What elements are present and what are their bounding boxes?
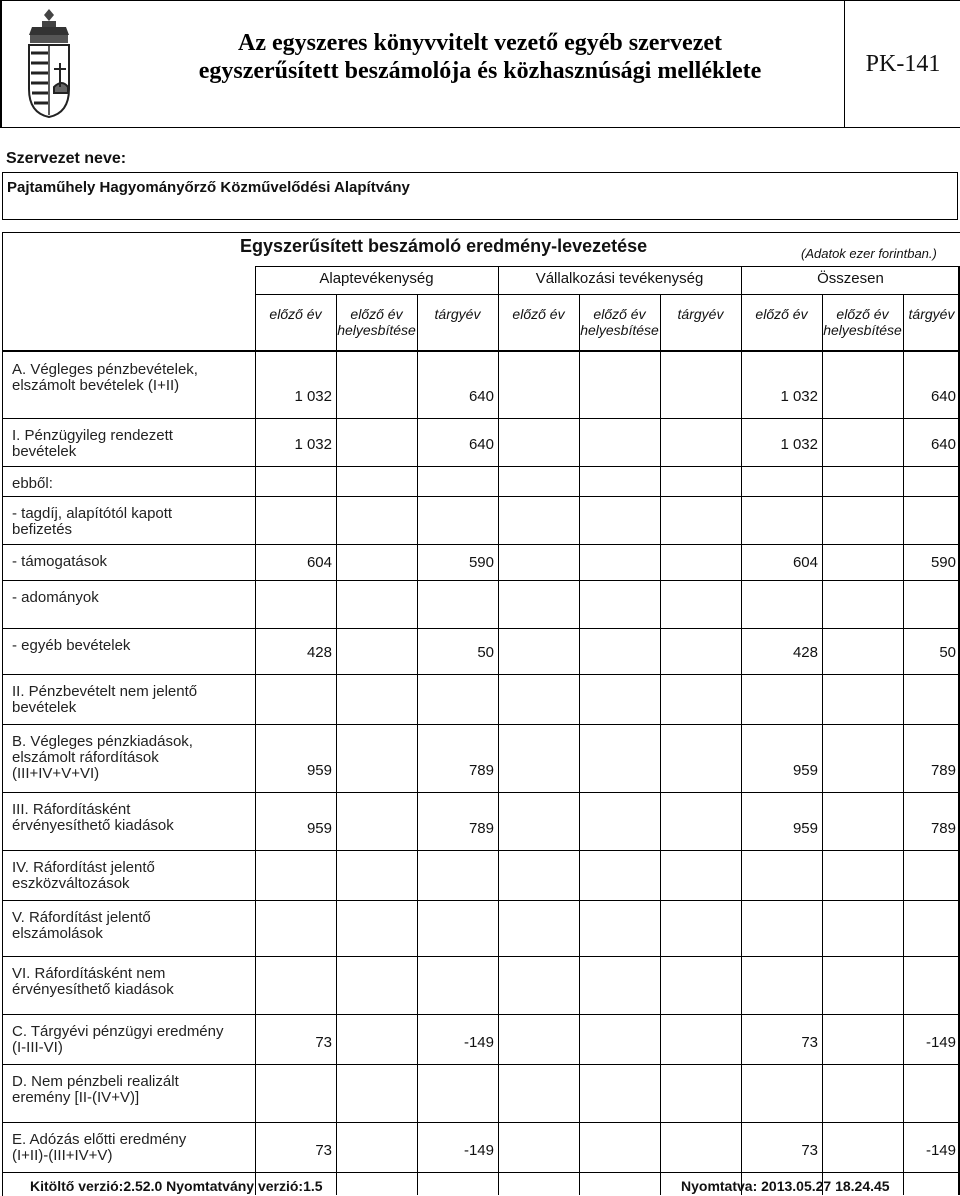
value-a-curr: 789 — [468, 820, 494, 837]
row-label: V. Ráfordítást jelentő elszámolások — [12, 909, 151, 942]
value-a-prev: 604 — [306, 554, 332, 571]
column-rule — [255, 266, 256, 1195]
footer-versions: Kitöltő verzió:2.52.0 Nyomtatvány verzió:1.5 — [30, 1178, 323, 1194]
row-rule — [2, 674, 960, 675]
column-header-corr: előző év helyesbítése — [337, 306, 416, 338]
value-a-prev: 428 — [306, 644, 332, 661]
group-header-core: Alaptevékenység — [319, 270, 434, 287]
value-t-prev: 73 — [801, 1034, 818, 1051]
row-label: II. Pénzbevételt nem jelentő bevételek — [12, 683, 198, 716]
column-header-curr: tárgyév — [908, 306, 955, 322]
value-t-curr: 640 — [930, 436, 956, 453]
row-label: C. Tárgyévi pénzügyi eredmény (I-III-VI) — [12, 1023, 224, 1056]
row-label: VI. Ráfordításként nem érvényesíthető kiadások — [12, 965, 174, 998]
table-unit-note: (Adatok ezer forintban.) — [801, 246, 937, 261]
value-t-prev: 428 — [792, 644, 818, 661]
row-rule — [2, 418, 960, 419]
row-rule — [2, 900, 960, 901]
header-rule — [2, 350, 960, 352]
footer-print-date: Nyomtatva: 2013.05.27 18.24.45 — [681, 1178, 890, 1194]
form-title: Az egyszeres könyvvitelt vezető egyéb szervezet egyszerűsített beszámolója és közhasznúsági melléklete — [198, 30, 762, 84]
row-label: - egyéb bevételek — [12, 637, 131, 654]
value-a-curr: 789 — [468, 762, 494, 779]
value-a-curr: 50 — [477, 644, 494, 661]
value-t-curr: -149 — [925, 1034, 956, 1051]
row-label: E. Adózás előtti eredmény (I+II)-(III+IV+V) — [12, 1131, 187, 1164]
row-label: - tagdíj, alapítótól kapott befizetés — [12, 505, 173, 538]
row-label: I. Pénzügyileg rendezett bevételek — [12, 427, 173, 460]
value-t-curr: -149 — [925, 1142, 956, 1159]
value-t-curr: 50 — [939, 644, 956, 661]
value-a-curr: 590 — [468, 554, 494, 571]
value-t-prev: 1 032 — [780, 388, 818, 405]
row-label: - adományok — [12, 589, 99, 606]
value-a-prev: 959 — [306, 820, 332, 837]
value-a-prev: 1 032 — [294, 388, 332, 405]
row-label: III. Ráfordításként érvényesíthető kiadások — [12, 801, 174, 834]
organization-name: Pajtaműhely Hagyományőrző Közművelődési Alapítvány — [7, 179, 410, 196]
column-rule — [822, 294, 823, 1195]
column-rule — [741, 266, 742, 1195]
value-t-prev: 1 032 — [780, 436, 818, 453]
row-rule — [2, 792, 960, 793]
row-rule — [2, 580, 960, 581]
row-rule — [2, 1122, 960, 1123]
row-label: IV. Ráfordítást jelentő eszközváltozások — [12, 859, 155, 892]
form-header — [0, 0, 960, 128]
value-a-curr: 640 — [468, 388, 494, 405]
column-rule — [903, 294, 904, 1195]
row-label: A. Végleges pénzbevételek, elszámolt bevételek (I+II) — [12, 361, 198, 394]
organization-name-box — [2, 172, 958, 220]
value-t-prev: 959 — [792, 820, 818, 837]
value-a-prev: 73 — [315, 1034, 332, 1051]
value-a-prev: 1 032 — [294, 436, 332, 453]
value-t-prev: 959 — [792, 762, 818, 779]
row-rule — [2, 1014, 960, 1015]
column-rule — [579, 294, 580, 1195]
column-rule — [660, 294, 661, 1195]
value-a-curr: -149 — [463, 1142, 494, 1159]
value-t-curr: 590 — [930, 554, 956, 571]
row-rule — [2, 956, 960, 957]
row-rule — [2, 850, 960, 851]
column-header-curr: tárgyév — [434, 306, 481, 322]
row-rule — [2, 1064, 960, 1065]
column-header-curr: tárgyév — [677, 306, 724, 322]
value-t-prev: 604 — [792, 554, 818, 571]
column-rule — [498, 266, 499, 1195]
header-rule — [255, 294, 960, 295]
row-label: B. Végleges pénzkiadások, elszámolt ráfordítások (III+IV+V+VI) — [12, 733, 193, 782]
group-header-total: Összesen — [817, 270, 884, 287]
value-t-curr: 789 — [930, 762, 956, 779]
value-a-prev: 959 — [306, 762, 332, 779]
group-header-business: Vállalkozási tevékenység — [535, 270, 704, 287]
row-rule — [2, 544, 960, 545]
value-a-curr: 640 — [468, 436, 494, 453]
row-label: D. Nem pénzbeli realizált eremény [II-(IV+V)] — [12, 1073, 179, 1106]
organization-label: Szervezet neve: — [6, 150, 127, 167]
row-rule — [2, 496, 960, 497]
column-rule — [336, 294, 337, 1195]
value-t-curr: 640 — [930, 388, 956, 405]
row-rule — [2, 724, 960, 725]
row-rule — [2, 1172, 960, 1173]
row-rule — [2, 628, 960, 629]
hungarian-coat-of-arms-icon — [24, 7, 74, 119]
column-header-corr: előző év helyesbítése — [823, 306, 902, 338]
header-rule — [255, 266, 960, 267]
row-label: ebből: — [12, 475, 53, 492]
value-a-curr: -149 — [463, 1034, 494, 1051]
table-title: Egyszerűsített beszámoló eredmény-levezetése — [240, 236, 648, 256]
column-header-corr: előző év helyesbítése — [580, 306, 659, 338]
value-t-prev: 73 — [801, 1142, 818, 1159]
column-rule — [417, 294, 418, 1195]
column-header-prev: előző év — [269, 306, 322, 322]
form-code: PK-141 — [844, 1, 960, 127]
row-label: - támogatások — [12, 553, 108, 570]
column-header-prev: előző év — [755, 306, 808, 322]
value-t-curr: 789 — [930, 820, 956, 837]
row-rule — [2, 466, 960, 467]
column-header-prev: előző év — [512, 306, 565, 322]
value-a-prev: 73 — [315, 1142, 332, 1159]
